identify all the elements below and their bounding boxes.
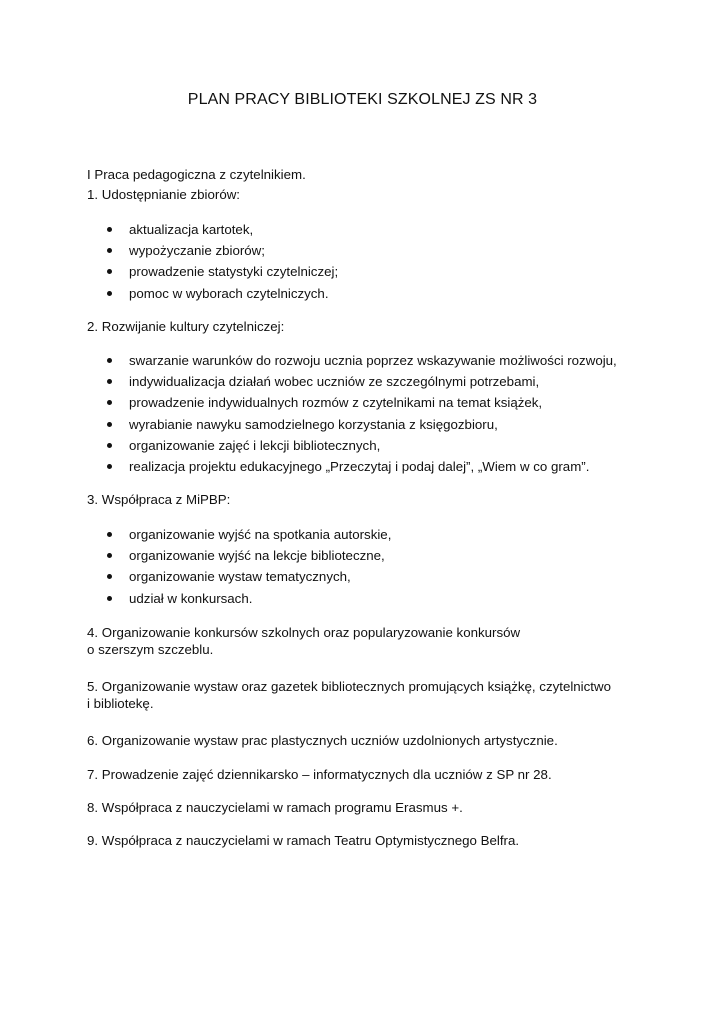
item3-bullet-list bbox=[107, 524, 667, 609]
bullet-icon bbox=[107, 574, 112, 579]
item7-text: 7. Prowadzenie zajęć dziennikarsko – informatycznych dla uczniów z SP nr 28. bbox=[87, 767, 552, 782]
bullet-icon bbox=[107, 269, 112, 274]
list-item: prowadzenie statystyki czytelniczej; bbox=[107, 261, 667, 282]
list-item: aktualizacja kartotek, bbox=[107, 219, 667, 240]
list-item: swarzanie warunków do rozwoju ucznia poprzez wskazywanie możliwości rozwoju, bbox=[107, 350, 667, 371]
list-item: organizowanie zajęć i lekcji bibliotecznych, bbox=[107, 435, 667, 456]
list-item: organizowanie wyjść na spotkania autorskie, bbox=[107, 524, 667, 545]
bullet-icon bbox=[107, 422, 112, 427]
list-item: organizowanie wystaw tematycznych, bbox=[107, 566, 667, 587]
section-heading-block bbox=[87, 167, 647, 203]
bullet-icon bbox=[107, 596, 112, 601]
list-item: pomoc w wyborach czytelniczych. bbox=[107, 283, 667, 304]
item3-heading: 3. Współpraca z MiPBP: bbox=[87, 492, 231, 507]
item8-text: 8. Współpraca z nauczycielami w ramach programu Erasmus +. bbox=[87, 800, 463, 815]
bullet-icon bbox=[107, 379, 112, 384]
item6-text: 6. Organizowanie wystaw prac plastycznych uczniów uzdolnionych artystycznie. bbox=[87, 733, 558, 748]
item2-block bbox=[87, 319, 647, 336]
list-item: prowadzenie indywidualnych rozmów z czytelnikami na temat książek, bbox=[107, 392, 667, 413]
item5-line1: 5. Organizowanie wystaw oraz gazetek bibliotecznych promujących książkę, czytelnictwo bbox=[87, 679, 611, 694]
bullet-icon bbox=[107, 248, 112, 253]
bullet-icon bbox=[107, 358, 112, 363]
list-item: realizacja projektu edukacyjnego „Przeczytaj i podaj dalej”, „Wiem w co gram”. bbox=[107, 456, 667, 477]
bullet-icon bbox=[107, 400, 112, 405]
item3-block bbox=[87, 492, 647, 509]
bullet-icon bbox=[107, 291, 112, 296]
item1-heading: 1. Udostępnianie zbiorów: bbox=[87, 186, 241, 202]
item4-line2: o szerszym szczeblu. bbox=[87, 642, 214, 657]
section-heading: I Praca pedagogiczna z czytelnikiem. bbox=[87, 167, 306, 182]
list-item: wyrabianie nawyku samodzielnego korzystania z księgozbioru, bbox=[107, 414, 667, 435]
item4-line1: 4. Organizowanie konkursów szkolnych oraz popularyzowanie konkursów bbox=[87, 625, 521, 640]
bullet-icon bbox=[107, 443, 112, 448]
item9-text: 9. Współpraca z nauczycielami w ramach Teatru Optymistycznego Belfra. bbox=[87, 833, 520, 848]
item2-bullet-list bbox=[107, 350, 667, 477]
page-title: PLAN PRACY BIBLIOTEKI SZKOLNEJ ZS NR 3 bbox=[187, 91, 538, 108]
item5-paragraph bbox=[87, 678, 647, 712]
bullet-icon bbox=[107, 227, 112, 232]
item5-line2: i bibliotekę. bbox=[87, 696, 154, 711]
item4-paragraph bbox=[87, 624, 647, 658]
bullet-icon bbox=[107, 553, 112, 558]
item7-paragraph bbox=[87, 766, 647, 783]
list-item: indywidualizacja działań wobec uczniów ze szczególnymi potrzebami, bbox=[107, 371, 667, 392]
item2-heading: 2. Rozwijanie kultury czytelniczej: bbox=[87, 319, 285, 334]
item1-bullet-list bbox=[107, 219, 667, 304]
item9-paragraph bbox=[87, 832, 647, 849]
list-item: wypożyczanie zbiorów; bbox=[107, 240, 667, 261]
bullet-icon bbox=[107, 464, 112, 469]
bullet-icon bbox=[107, 532, 112, 537]
item8-paragraph bbox=[87, 799, 647, 816]
list-item: organizowanie wyjść na lekcje biblioteczne, bbox=[107, 545, 667, 566]
item6-paragraph bbox=[87, 732, 647, 749]
list-item: udział w konkursach. bbox=[107, 588, 667, 609]
